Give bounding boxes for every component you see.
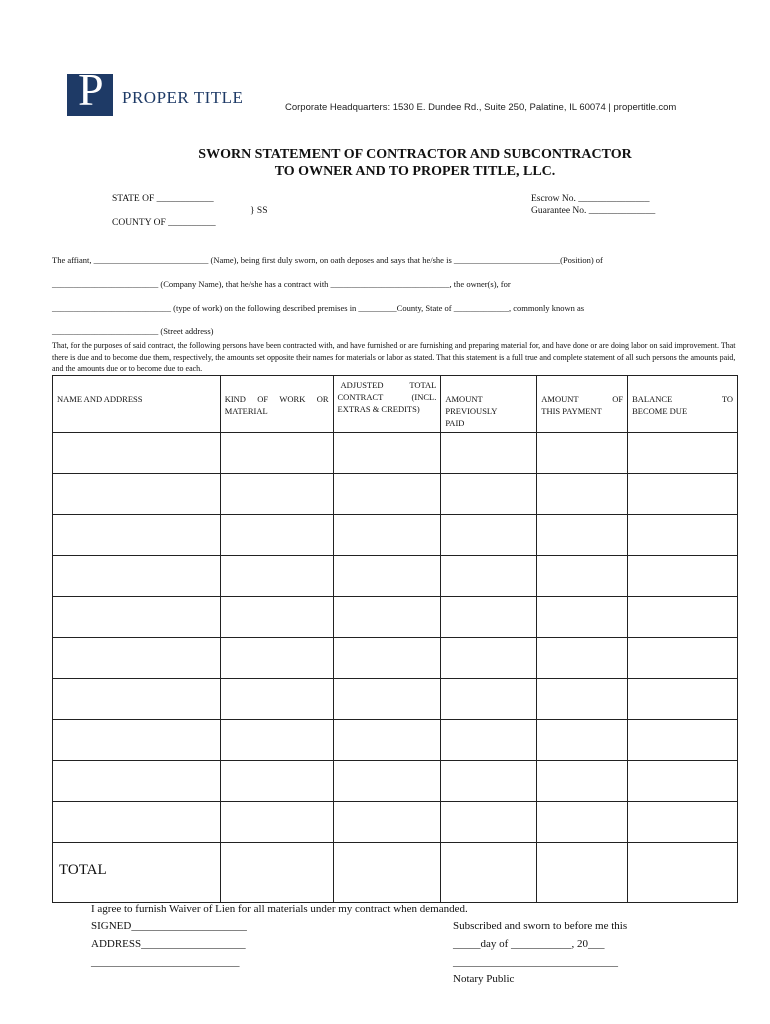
header-prev-line1: AMOUNT xyxy=(445,394,483,404)
table-row xyxy=(53,433,738,474)
table-row xyxy=(53,720,738,761)
cell-name[interactable] xyxy=(53,597,221,638)
cell-adjusted[interactable] xyxy=(333,556,441,597)
cell-kind[interactable] xyxy=(220,597,333,638)
cell-previous[interactable] xyxy=(441,802,537,843)
total-previous[interactable] xyxy=(441,843,537,903)
table-row xyxy=(53,638,738,679)
total-this[interactable] xyxy=(537,843,628,903)
affiant-line-3: ____________________________ (type of work) on the following described premises in _________County, State of _____________, commonly known as xyxy=(52,303,585,313)
header-amount-previously-paid xyxy=(441,376,537,433)
cell-previous[interactable] xyxy=(441,597,537,638)
cell-this[interactable] xyxy=(537,556,628,597)
cell-adjusted[interactable] xyxy=(333,474,441,515)
cell-name[interactable] xyxy=(53,679,221,720)
cell-previous[interactable] xyxy=(441,720,537,761)
table-row xyxy=(53,679,738,720)
header-balance-line1: BALANCE TO xyxy=(632,394,733,404)
header-this-line1: AMOUNT OF xyxy=(541,394,624,404)
cell-name[interactable] xyxy=(53,802,221,843)
total-row xyxy=(53,843,738,903)
cell-kind[interactable] xyxy=(220,474,333,515)
cell-balance[interactable] xyxy=(628,679,738,720)
cell-previous[interactable] xyxy=(441,638,537,679)
cell-adjusted[interactable] xyxy=(333,679,441,720)
header-adjusted-line1: ADJUSTED TOTAL xyxy=(340,380,437,390)
cell-adjusted[interactable] xyxy=(333,802,441,843)
cell-kind[interactable] xyxy=(220,679,333,720)
cell-kind[interactable] xyxy=(220,638,333,679)
cell-this[interactable] xyxy=(537,638,628,679)
cell-this[interactable] xyxy=(537,433,628,474)
cell-balance[interactable] xyxy=(628,433,738,474)
cell-previous[interactable] xyxy=(441,556,537,597)
cell-kind[interactable] xyxy=(220,556,333,597)
cell-previous[interactable] xyxy=(441,433,537,474)
table-row xyxy=(53,515,738,556)
cell-kind[interactable] xyxy=(220,761,333,802)
header-this-line2: THIS PAYMENT xyxy=(541,406,602,416)
cell-kind[interactable] xyxy=(220,515,333,556)
cell-balance[interactable] xyxy=(628,761,738,802)
day-of-line[interactable]: _____day of ___________, 20___ xyxy=(453,938,605,950)
affiant-line-2: _________________________ (Company Name), that he/she has a contract with ____________________________, the owner(s), for xyxy=(52,279,511,289)
cell-this[interactable] xyxy=(537,474,628,515)
cell-this[interactable] xyxy=(537,720,628,761)
header-prev-line3: PAID xyxy=(445,418,465,428)
cell-adjusted[interactable] xyxy=(333,638,441,679)
cell-balance[interactable] xyxy=(628,474,738,515)
header-prev-line2: PREVIOUSLY xyxy=(445,406,498,416)
total-adjusted[interactable] xyxy=(333,843,441,903)
cell-balance[interactable] xyxy=(628,556,738,597)
total-label: TOTAL xyxy=(59,862,107,878)
affiant-line-4: _________________________ (Street address) xyxy=(52,326,214,336)
cell-name[interactable] xyxy=(53,515,221,556)
header-kind-of-work xyxy=(220,376,333,433)
table-row xyxy=(53,474,738,515)
cell-name[interactable] xyxy=(53,433,221,474)
cell-kind[interactable] xyxy=(220,802,333,843)
cell-balance[interactable] xyxy=(628,597,738,638)
ss-bracket: } SS xyxy=(250,206,268,216)
sworn-statement-table xyxy=(52,375,738,903)
cell-name[interactable] xyxy=(53,638,221,679)
document-title-line2: TO OWNER AND TO PROPER TITLE, LLC. xyxy=(274,164,556,179)
cell-name[interactable] xyxy=(53,474,221,515)
cell-this[interactable] xyxy=(537,515,628,556)
cell-adjusted[interactable] xyxy=(333,720,441,761)
logo-name: PROPER TITLE xyxy=(122,88,244,107)
total-label-cell xyxy=(53,843,221,903)
cell-this[interactable] xyxy=(537,761,628,802)
cell-kind[interactable] xyxy=(220,720,333,761)
header-kind-line1: KIND OF WORK OR xyxy=(224,394,329,404)
header-balance-line2: BECOME DUE xyxy=(632,406,688,416)
cell-balance[interactable] xyxy=(628,720,738,761)
header-balance-to-become-due xyxy=(628,376,738,433)
cell-balance[interactable] xyxy=(628,638,738,679)
notary-signature-line[interactable]: ______________________________ xyxy=(453,956,618,968)
affiant-line-1: The affiant, ___________________________ (Name), being first duly sworn, on oath deposes and says that he/she is _________________________(Position) of xyxy=(52,255,603,265)
table-row xyxy=(53,597,738,638)
cell-balance[interactable] xyxy=(628,802,738,843)
total-balance[interactable] xyxy=(628,843,738,903)
header-kind-line2: MATERIAL xyxy=(224,406,268,416)
cell-previous[interactable] xyxy=(441,679,537,720)
cell-previous[interactable] xyxy=(441,515,537,556)
cell-adjusted[interactable] xyxy=(333,433,441,474)
subscribed-sworn-text: Subscribed and sworn to before me this xyxy=(453,920,628,932)
header-name-address xyxy=(53,376,221,433)
header-name-label: NAME AND ADDRESS xyxy=(57,394,143,404)
state-field: STATE OF ____________ xyxy=(112,194,214,204)
header-adjusted-contract xyxy=(333,376,441,433)
county-field: COUNTY OF __________ xyxy=(112,218,216,228)
signed-line[interactable]: SIGNED_____________________ xyxy=(91,920,247,932)
cell-previous[interactable] xyxy=(441,474,537,515)
table-row xyxy=(53,556,738,597)
header-adjusted-line2: CONTRACT (INCL. xyxy=(337,392,437,402)
table-row xyxy=(53,802,738,843)
cell-adjusted[interactable] xyxy=(333,597,441,638)
guarantee-number-field: Guarantee No. ______________ xyxy=(531,206,656,216)
cell-name[interactable] xyxy=(53,556,221,597)
cell-name[interactable] xyxy=(53,761,221,802)
cell-this[interactable] xyxy=(537,802,628,843)
logo-letter: P xyxy=(78,64,104,115)
cell-this[interactable] xyxy=(537,597,628,638)
address-line[interactable]: ADDRESS___________________ xyxy=(91,938,246,950)
table-header-row xyxy=(53,376,738,433)
statement-paragraph: That, for the purposes of said contract, the following persons have been contracted with, and have furnished or are furnishing and preparing material for, and have done or are doing labor on said improvement. That there is due and to become due them, respectively, the amounts set opposite their names for materials or labor as stated. That this statement is a full true and complete statement of all such persons the amounts paid, and the amounts due or to become due to each. xyxy=(52,341,736,373)
total-kind[interactable] xyxy=(220,843,333,903)
address-blank-line[interactable]: ___________________________ xyxy=(91,956,240,968)
header-adjusted-line3: EXTRAS & CREDITS) xyxy=(337,404,420,414)
headquarters-address: Corporate Headquarters: 1530 E. Dundee Rd., Suite 250, Palatine, IL 60074 | propertitle.com xyxy=(285,102,677,113)
cell-previous[interactable] xyxy=(441,761,537,802)
header-amount-this-payment xyxy=(537,376,628,433)
cell-balance[interactable] xyxy=(628,515,738,556)
cell-adjusted[interactable] xyxy=(333,515,441,556)
cell-adjusted[interactable] xyxy=(333,761,441,802)
table-row xyxy=(53,761,738,802)
cell-kind[interactable] xyxy=(220,433,333,474)
cell-this[interactable] xyxy=(537,679,628,720)
document-title-line1: SWORN STATEMENT OF CONTRACTOR AND SUBCONTRACTOR xyxy=(198,147,632,162)
cell-name[interactable] xyxy=(53,720,221,761)
escrow-number-field: Escrow No. _______________ xyxy=(531,194,650,204)
waiver-statement: I agree to furnish Waiver of Lien for all materials under my contract when demanded. xyxy=(91,903,468,915)
notary-public-label: Notary Public xyxy=(453,973,515,985)
